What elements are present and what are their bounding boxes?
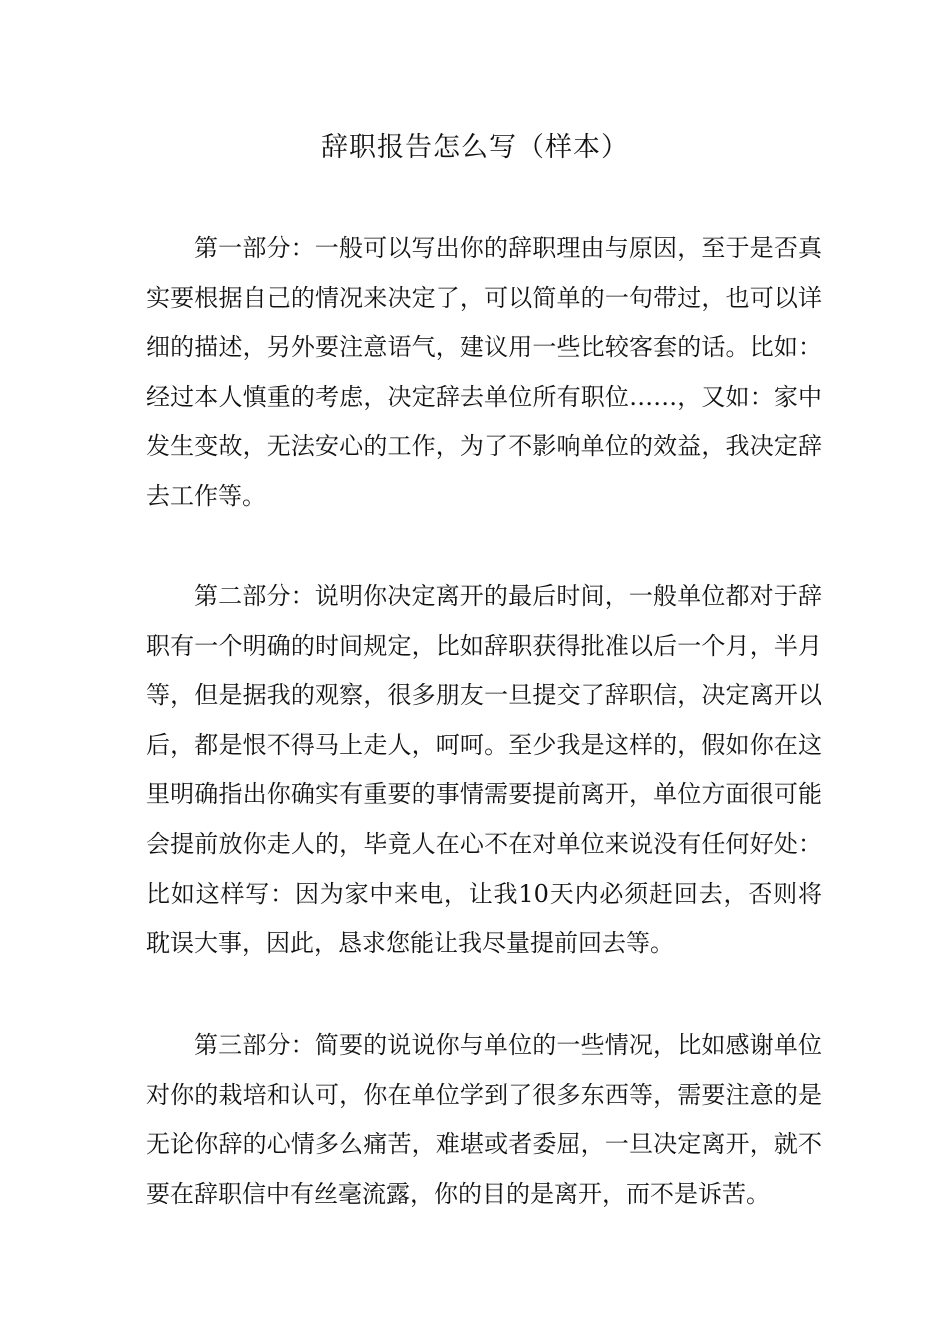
paragraph-part-three: 第三部分：简要的说说你与单位的一些情况，比如感谢单位对你的栽培和认可，你在单位学到了很多东西等，需要注意的是无论你辞的心情多么痛苦，难堪或者委屈，一旦决定离开，就不要在辞职信中有丝毫流露，你的目的是离开，而不是诉苦。 [146, 1031, 822, 1208]
paragraph-part-one: 第一部分：一般可以写出你的辞职理由与原因，至于是否真实要根据自己的情况来决定了，可以简单的一句带过，也可以详细的描述，另外要注意语气，建议用一些比较客套的话。比如：经过本人慎重的考虑，决定辞去单位所有职位……，又如：家中发生变故，无法安心的工作，为了不影响单位的效益，我决定辞去工作等。 [146, 234, 822, 510]
document-title: 辞职报告怎么写（样本） [321, 132, 629, 163]
paragraph-part-two: 第二部分：说明你决定离开的最后时间，一般单位都对于辞职有一个明确的时间规定，比如辞职获得批准以后一个月，半月等，但是据我的观察，很多朋友一旦提交了辞职信，决定离开以后，都是恨不得马上走人，呵呵。至少我是这样的，假如你在这里明确指出你确实有重要的事情需要提前离开，单位方面很可能会提前放你走人的，毕竟人在心不在对单位来说没有任何好处：比如这样写：因为家中来电，让我10天内必须赶回去，否则将耽误大事，因此，恳求您能让我尽量提前回去等。 [146, 582, 822, 958]
